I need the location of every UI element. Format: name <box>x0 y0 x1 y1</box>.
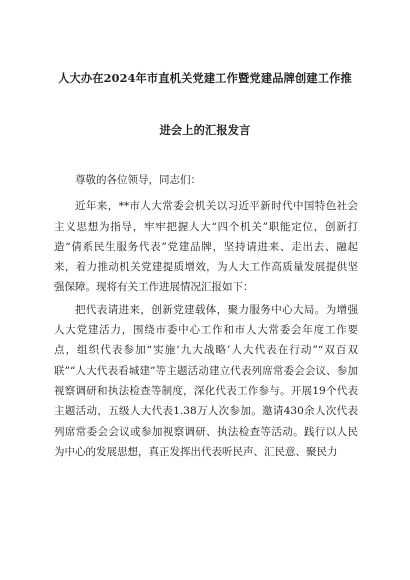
document-title-line-1: 人大办在2024年市直机关党建工作暨党建品牌创建工作推 <box>58 71 352 85</box>
body-paragraph-2: 把代表请进来，创新党建载体，聚力服务中心大局。为增强人大党建活力，围绕市委中心工作和市人大常委会年度工作要点，组织代表参加“实施‘九大战略’人大代表在行动”“双百双联”“人大代表看城建”等主题活动建立代表列席常委会会议、参加视察调研和执法检查等制度，深化代表工作参与。开展19个代表主题活动，五级人大代表1.38万人次参加。邀请430余人次代表列席常委会会议或参加视察调研、执法检查等活动。践行以人民为中心的发展思想，真正发挥出代表听民声、汇民意、聚民力 <box>54 303 358 458</box>
salutation: 尊敬的各位领导，同志们： <box>75 174 201 186</box>
body-paragraph-1: 近年来，**市人大常委会机关以习近平新时代中国特色社会主义思想为指导，牢牢把握人大“四个机关”职能定位，创新打造“倩系民生服务代表”党建品牌，坚持请进来、走出去、融起来，着力推动机关党建提质增效，为人大工作高质量发展提供坚强保障。现将有关工作进展情况汇报如下： <box>54 200 358 294</box>
document-body <box>54 170 358 462</box>
document-title-line-2: 进会上的汇报发言 <box>159 123 251 137</box>
